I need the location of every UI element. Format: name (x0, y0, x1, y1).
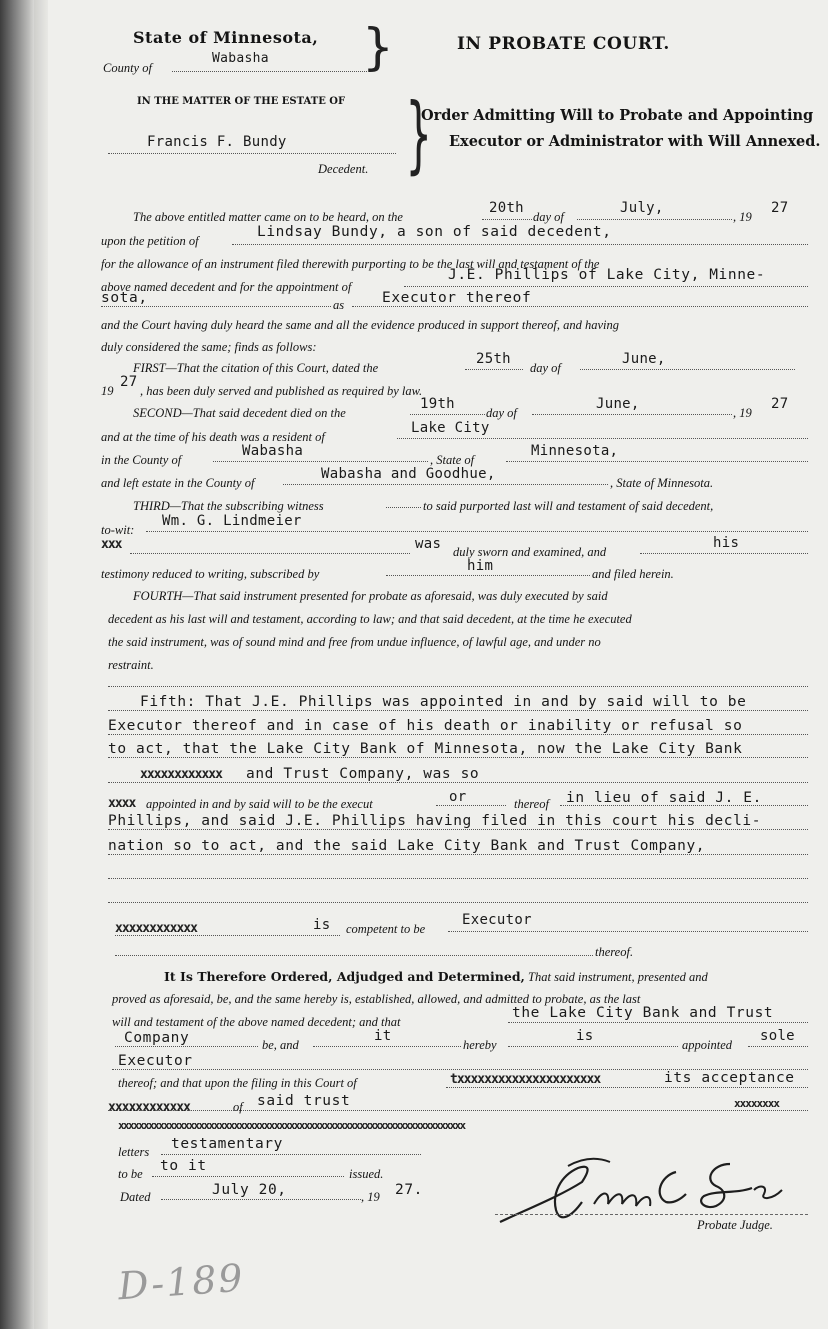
field-line (115, 955, 593, 956)
text-line: competent to be (346, 922, 426, 936)
typed-line: July 20, (212, 1182, 287, 1198)
field-line (108, 757, 808, 758)
struck-text: txxxxxxxxxxxxxxxxxxxxx (450, 1072, 601, 1087)
text-line: appointed (682, 1038, 732, 1052)
file-number-annotation: D-189 (116, 1255, 246, 1309)
struck-text: xxxx (108, 796, 136, 811)
text-line: of (233, 1100, 243, 1114)
scan-binding-edge-shadow (34, 0, 48, 1329)
typed-line: Executor (462, 912, 532, 928)
field-line (115, 1046, 258, 1047)
field-appointee: sota, (101, 290, 148, 306)
text-line: , State of (430, 453, 475, 467)
state-label: State of Minnesota, (133, 28, 319, 47)
text-line: to-wit: (101, 523, 135, 537)
text-line: restraint. (108, 658, 154, 672)
matter-label: IN THE MATTER OF THE ESTATE OF (137, 96, 346, 107)
field-line (386, 507, 421, 508)
field-petitioner: Lindsay Bundy, a son of said decedent, (257, 224, 612, 240)
text-line: and left estate in the County of (101, 476, 255, 490)
decedent-line (108, 153, 396, 154)
typed-line: in lieu of said J. E. (566, 790, 762, 806)
text-line: day of (533, 210, 564, 224)
text-line: day of (530, 361, 561, 375)
typed-line: sole (760, 1028, 795, 1044)
struck-text: xxxxxxxxxxxxxxxxxxxxxxxxxxxxxxxxxxxxxxxxxxxxxxxxxxxxxxxxxxxxxxxxxxxxx (118, 1119, 465, 1132)
text-line: thereof; and that upon the filing in this Court of (118, 1076, 357, 1090)
order-heading: It Is Therefore Ordered, Adjudged and Determined, (164, 969, 525, 984)
field-line (508, 1022, 808, 1023)
field-role: Executor thereof (382, 290, 532, 306)
typed-line: Phillips, and said J.E. Phillips having filed in this court his decli- (108, 813, 762, 829)
text-line: thereof. (595, 945, 634, 959)
field-line (560, 805, 808, 806)
field-residence: Lake City (411, 420, 490, 436)
signature-line (495, 1214, 808, 1215)
field-line (101, 306, 331, 307)
text-line: above named decedent and for the appointment of (101, 280, 352, 294)
text-line: to be (118, 1167, 143, 1181)
text-line: and at the time of his death was a resident of (101, 430, 325, 444)
typed-line: Company (124, 1030, 190, 1046)
text-line: issued. (349, 1167, 384, 1181)
field-year: 27 (120, 374, 138, 390)
field-witness: Wm. G. Lindmeier (162, 513, 302, 529)
field-day: 20th (489, 200, 524, 216)
text-line: , has been duly served and published as required by law. (140, 384, 423, 398)
field-line (108, 1110, 808, 1111)
field-month: July, (620, 200, 664, 216)
typed-line: nation so to act, and the said Lake City Bank and Trust Company, (108, 838, 706, 854)
typed-line: is (576, 1028, 594, 1044)
typed-line: testamentary (171, 1136, 283, 1152)
field-him: him (467, 558, 494, 574)
text-line: hereby (463, 1038, 497, 1052)
judge-label: Probate Judge. (697, 1218, 773, 1232)
text-line: upon the petition of (101, 234, 199, 248)
field-state: Minnesota, (531, 443, 619, 459)
text-line: That said instrument, presented and (528, 970, 708, 984)
decedent-name: Francis F. Bundy (147, 134, 287, 150)
typed-line: or (449, 789, 467, 805)
field-line (108, 734, 808, 735)
field-line (108, 710, 808, 711)
text-line: , 19 (733, 406, 752, 420)
field-was: was (415, 536, 442, 552)
field-his: his (713, 535, 740, 551)
typed-line: Executor thereof and in case of his death or inability or refusal so (108, 718, 743, 734)
struck-text: xxxxxxxx (734, 1097, 779, 1110)
text-line: , State of Minnesota. (610, 476, 714, 490)
field-estate-counties: Wabasha and Goodhue, (321, 466, 496, 482)
field-line (108, 902, 808, 903)
field-line (352, 306, 808, 307)
text-line: The above entitled matter came on to be heard, on the (133, 210, 403, 224)
field-line (410, 414, 485, 415)
field-line (386, 575, 590, 576)
text-line: as (333, 298, 345, 312)
field-line (108, 878, 808, 879)
field-line (108, 686, 808, 687)
field-line (108, 854, 808, 855)
field-line (404, 286, 808, 287)
field-line (108, 829, 808, 830)
text-line: decedent as his last will and testament, according to law; and that said decedent, at the time he executed (108, 612, 632, 626)
field-day: 19th (420, 396, 455, 412)
field-line (213, 461, 428, 462)
typed-line: to it (160, 1158, 207, 1174)
text-line: for the allowance of an instrument filed therewith purporting to be the last will and testament of the (101, 257, 600, 271)
struck-text: xxxxxxxxxxxx (140, 767, 222, 782)
field-line (146, 531, 808, 532)
field-line (640, 553, 808, 554)
text-line: thereof (514, 797, 549, 811)
header-brace-matter: } (405, 85, 433, 183)
field-line (130, 553, 410, 554)
text-line: appointed in and by said will to be the execut (146, 797, 373, 811)
field-line (313, 1046, 461, 1047)
field-county: Wabasha (242, 443, 304, 459)
field-line (465, 369, 523, 370)
typed-line: Executor (118, 1053, 193, 1069)
county-line (172, 71, 367, 72)
field-line (108, 782, 808, 783)
text-line: and the Court having duly heard the same and all the evidence produced in support thereof, and having (101, 318, 619, 332)
header-brace-top: } (362, 18, 394, 76)
field-line (397, 438, 808, 439)
field-line (532, 414, 732, 415)
field-line (506, 461, 808, 462)
text-line: duly sworn and examined, and (453, 545, 607, 559)
county-value: Wabasha (212, 51, 269, 66)
text-line: , 19 (361, 1190, 380, 1204)
text-line: letters (118, 1145, 150, 1159)
typed-line: to act, that the Lake City Bank of Minnesota, now the Lake City Bank (108, 741, 743, 757)
text-line: to said purported last will and testament of said decedent, (423, 499, 714, 513)
field-line (482, 219, 532, 220)
field-line (436, 805, 506, 806)
struck-text: xxx (101, 537, 122, 552)
field-year: 27 (771, 200, 789, 216)
typed-line: 27. (395, 1182, 423, 1198)
text-line: the said instrument, was of sound mind and free from undue influence, of lawful age, and under no (108, 635, 601, 649)
field-month: June, (596, 396, 640, 412)
text-line: proved as aforesaid, be, and the same hereby is, established, allowed, and admitted to probate, as the last (112, 992, 641, 1006)
form-title-line2: Executor or Administrator with Will Annexed. (449, 133, 821, 150)
typed-line: Fifth: That J.E. Phillips was appointed in and by said will to be (140, 694, 747, 710)
court-title: IN PROBATE COURT. (457, 34, 670, 54)
field-year: 27 (771, 396, 789, 412)
field-line (508, 1046, 678, 1047)
form-title-line1: Order Admitting Will to Probate and Appointing (421, 107, 814, 124)
text-line: FIRST—That the citation of this Court, dated the (133, 361, 379, 375)
typed-line: the Lake City Bank and Trust (512, 1005, 774, 1021)
text-line: SECOND—That said decedent died on the (133, 406, 346, 420)
text-line: 19 (101, 384, 114, 398)
field-month: June, (622, 351, 666, 367)
field-line (446, 1087, 808, 1088)
text-line: will and testament of the above named decedent; and that (112, 1015, 401, 1029)
field-line (748, 1046, 808, 1047)
struck-text: xxxxxxxxxxxx (108, 1100, 190, 1115)
text-line: FOURTH—That said instrument presented for probate as aforesaid, was duly executed by said (133, 589, 608, 603)
typed-line: said trust (257, 1093, 351, 1109)
field-line (161, 1154, 421, 1155)
field-appointee: J.E. Phillips of Lake City, Minne- (448, 267, 766, 283)
text-line: testimony reduced to writing, subscribed by (101, 567, 320, 581)
typed-line: is (313, 917, 331, 933)
typed-line: it (374, 1028, 392, 1044)
field-line (161, 1199, 361, 1200)
field-line (283, 484, 608, 485)
field-line (448, 931, 808, 932)
text-line: duly considered the same; finds as follows: (101, 340, 317, 354)
text-line: Dated (120, 1190, 151, 1204)
field-line (152, 1176, 344, 1177)
text-line: and filed herein. (592, 567, 674, 581)
field-day: 25th (476, 351, 511, 367)
field-line (115, 935, 340, 936)
field-line (580, 369, 795, 370)
struck-text: xxxxxxxxxxxx (115, 921, 197, 936)
field-line (232, 244, 808, 245)
field-line (577, 219, 732, 220)
text-line: be, and (262, 1038, 299, 1052)
text-line: day of (486, 406, 517, 420)
text-line: in the County of (101, 453, 182, 467)
county-label: County of (103, 61, 152, 75)
scan-binding-edge (0, 0, 34, 1329)
text-line: , 19 (733, 210, 752, 224)
decedent-label: Decedent. (318, 162, 369, 176)
text-line: THIRD—That the subscribing witness (133, 499, 324, 513)
typed-line: and Trust Company, was so (246, 766, 480, 782)
typed-line: its acceptance (664, 1070, 795, 1086)
